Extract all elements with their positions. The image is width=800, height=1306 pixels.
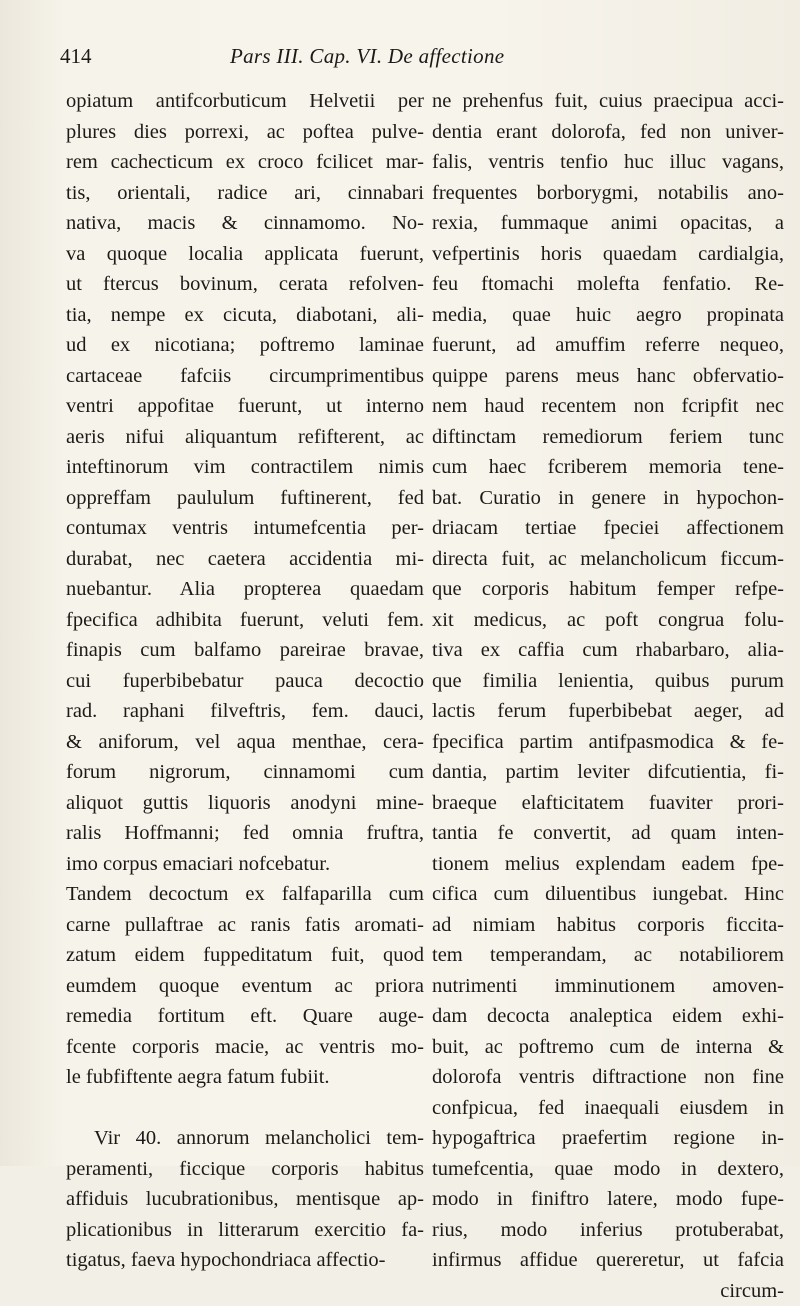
text-line: ud ex nicotiana; poftremo laminae — [66, 330, 424, 361]
text-line: durabat, nec caetera accidentia mi- — [66, 544, 424, 575]
text-line: media, quae huic aegro propinata — [432, 300, 784, 331]
text-line: frequentes borborygmi, notabilis ano- — [432, 178, 784, 209]
text-line: tumefcentia, quae modo in dextero, — [432, 1154, 784, 1185]
text-line: ad nimiam habitus corporis ficcita- — [432, 910, 784, 941]
text-line: lactis ferum fuperbibebat aeger, ad — [432, 696, 784, 727]
text-line: cum haec fcriberem memoria tene- — [432, 452, 784, 483]
text-line: remedia fortitum eft. Quare auge- — [66, 1001, 424, 1032]
text-line: & aniforum, vel aqua menthae, cera- — [66, 727, 424, 758]
text-line: quippe parens meus hanc obfervatio- — [432, 361, 784, 392]
text-line: nem haud recentem non fcripfit nec — [432, 391, 784, 422]
text-line: carne pullaftrae ac ranis fatis aromati- — [66, 910, 424, 941]
text-line: dolorofa ventris diftractione non fine — [432, 1062, 784, 1093]
text-line: rad. raphani filveftris, fem. dauci, — [66, 696, 424, 727]
text-line: que fimilia lenientia, quibus purum — [432, 666, 784, 697]
text-line: tigatus, faeva hypochondriaca affectio- — [66, 1245, 424, 1276]
text-line: aeris nifui aliquantum refifterent, ac — [66, 422, 424, 453]
text-line: tantia fe convertit, ad quam inten- — [432, 818, 784, 849]
text-line: peramenti, ficcique corporis habitus — [66, 1154, 424, 1185]
text-line: plures dies porrexi, ac poftea pulve- — [66, 117, 424, 148]
text-line: inteftinorum vim contractilem nimis — [66, 452, 424, 483]
text-line: tis, orientali, radice ari, cinnabari — [66, 178, 424, 209]
text-line: bat. Curatio in genere in hypochon- — [432, 483, 784, 514]
text-line: xit medicus, ac poft congrua folu- — [432, 605, 784, 636]
text-line: oppreffam paululum fuftinerent, fed — [66, 483, 424, 514]
text-line: contumax ventris intumefcentia per- — [66, 513, 424, 544]
text-line: plicationibus in litterarum exercitio fa- — [66, 1215, 424, 1246]
text-line: infirmus affidue quereretur, ut fafcia — [432, 1245, 784, 1276]
text-line: falis, ventris tenfio huc illuc vagans, — [432, 147, 784, 178]
text-line: buit, ac poftremo cum de interna & — [432, 1032, 784, 1063]
text-line: eumdem quoque eventum ac priora — [66, 971, 424, 1002]
text-line: zatum eidem fuppeditatum fuit, quod — [66, 940, 424, 971]
text-line: cartaceae fafciis circumprimentibus — [66, 361, 424, 392]
text-line: hypogaftrica praefertim regione in- — [432, 1123, 784, 1154]
text-line: imo corpus emaciari nofcebatur. — [66, 849, 424, 880]
text-line: vefpertinis horis quaedam cardialgia, — [432, 239, 784, 270]
text-line: rius, modo inferius protuberabat, — [432, 1215, 784, 1246]
text-line: opiatum antifcorbuticum Helvetii per — [66, 86, 424, 117]
text-line: que corporis habitum femper refpe- — [432, 574, 784, 605]
text-line: dentia erant dolorofa, fed non univer- — [432, 117, 784, 148]
text-line: tiva ex caffia cum rhabarbaro, alia- — [432, 635, 784, 666]
text-line: nativa, macis & cinnamomo. No- — [66, 208, 424, 239]
text-line: forum nigrorum, cinnamomi cum — [66, 757, 424, 788]
text-line: affiduis lucubrationibus, mentisque ap- — [66, 1184, 424, 1215]
text-line: fcente corporis macie, ac ventris mo- — [66, 1032, 424, 1063]
text-line: rexia, fummaque animi opacitas, a — [432, 208, 784, 239]
text-line: circum- — [432, 1276, 784, 1306]
page-header — [60, 42, 772, 78]
text-line: Vir 40. annorum melancholici tem- — [66, 1123, 424, 1154]
text-line: diftinctam remediorum feriem tunc — [432, 422, 784, 453]
text-line: tem temperandam, ac notabiliorem — [432, 940, 784, 971]
text-line: rem cachecticum ex croco fcilicet mar- — [66, 147, 424, 178]
text-line: modo in finiftro latere, modo fupe- — [432, 1184, 784, 1215]
text-line: dantia, partim leviter difcutientia, fi- — [432, 757, 784, 788]
text-line: Tandem decoctum ex falfaparilla cum — [66, 879, 424, 910]
text-line: braeque elafticitatem fuaviter prori- — [432, 788, 784, 819]
text-line: nuebantur. Alia propterea quaedam — [66, 574, 424, 605]
left-text-column — [66, 86, 424, 1276]
text-line: ralis Hoffmanni; fed omnia fruftra, — [66, 818, 424, 849]
text-line — [66, 1093, 424, 1124]
text-line: va quoque localia applicata fuerunt, — [66, 239, 424, 270]
text-line: directa fuit, ac melancholicum ficcum- — [432, 544, 784, 575]
text-line: fpecifica adhibita fuerunt, veluti fem. — [66, 605, 424, 636]
text-line: finapis cum balfamo pareirae bravae, — [66, 635, 424, 666]
running-head: Pars III. Cap. VI. De affectione — [230, 44, 504, 69]
text-line: confpicua, fed inaequali eiusdem in — [432, 1093, 784, 1124]
text-line: fpecifica partim antifpasmodica & fe- — [432, 727, 784, 758]
text-line: nutrimenti imminutionem amoven- — [432, 971, 784, 1002]
text-line: ne prehenfus fuit, cuius praecipua acci- — [432, 86, 784, 117]
page-number: 414 — [60, 44, 92, 69]
text-line: cui fuperbibebatur pauca decoctio — [66, 666, 424, 697]
text-line: dam decocta analeptica eidem exhi- — [432, 1001, 784, 1032]
text-line: ventri appofitae fuerunt, ut interno — [66, 391, 424, 422]
text-line: le fubfiftente aegra fatum fubiit. — [66, 1062, 424, 1093]
text-line: driacam tertiae fpeciei affectionem — [432, 513, 784, 544]
text-line: aliquot guttis liquoris anodyni mine- — [66, 788, 424, 819]
text-line: feu ftomachi molefta fenfatio. Re- — [432, 269, 784, 300]
text-line: tia, nempe ex cicuta, diabotani, ali- — [66, 300, 424, 331]
text-line: cifica cum diluentibus iungebat. Hinc — [432, 879, 784, 910]
text-line: tionem melius explendam eadem fpe- — [432, 849, 784, 880]
text-line: ut ftercus bovinum, cerata refolven- — [66, 269, 424, 300]
right-text-column — [432, 86, 784, 1306]
text-line: fuerunt, ad amuffim referre nequeo, — [432, 330, 784, 361]
